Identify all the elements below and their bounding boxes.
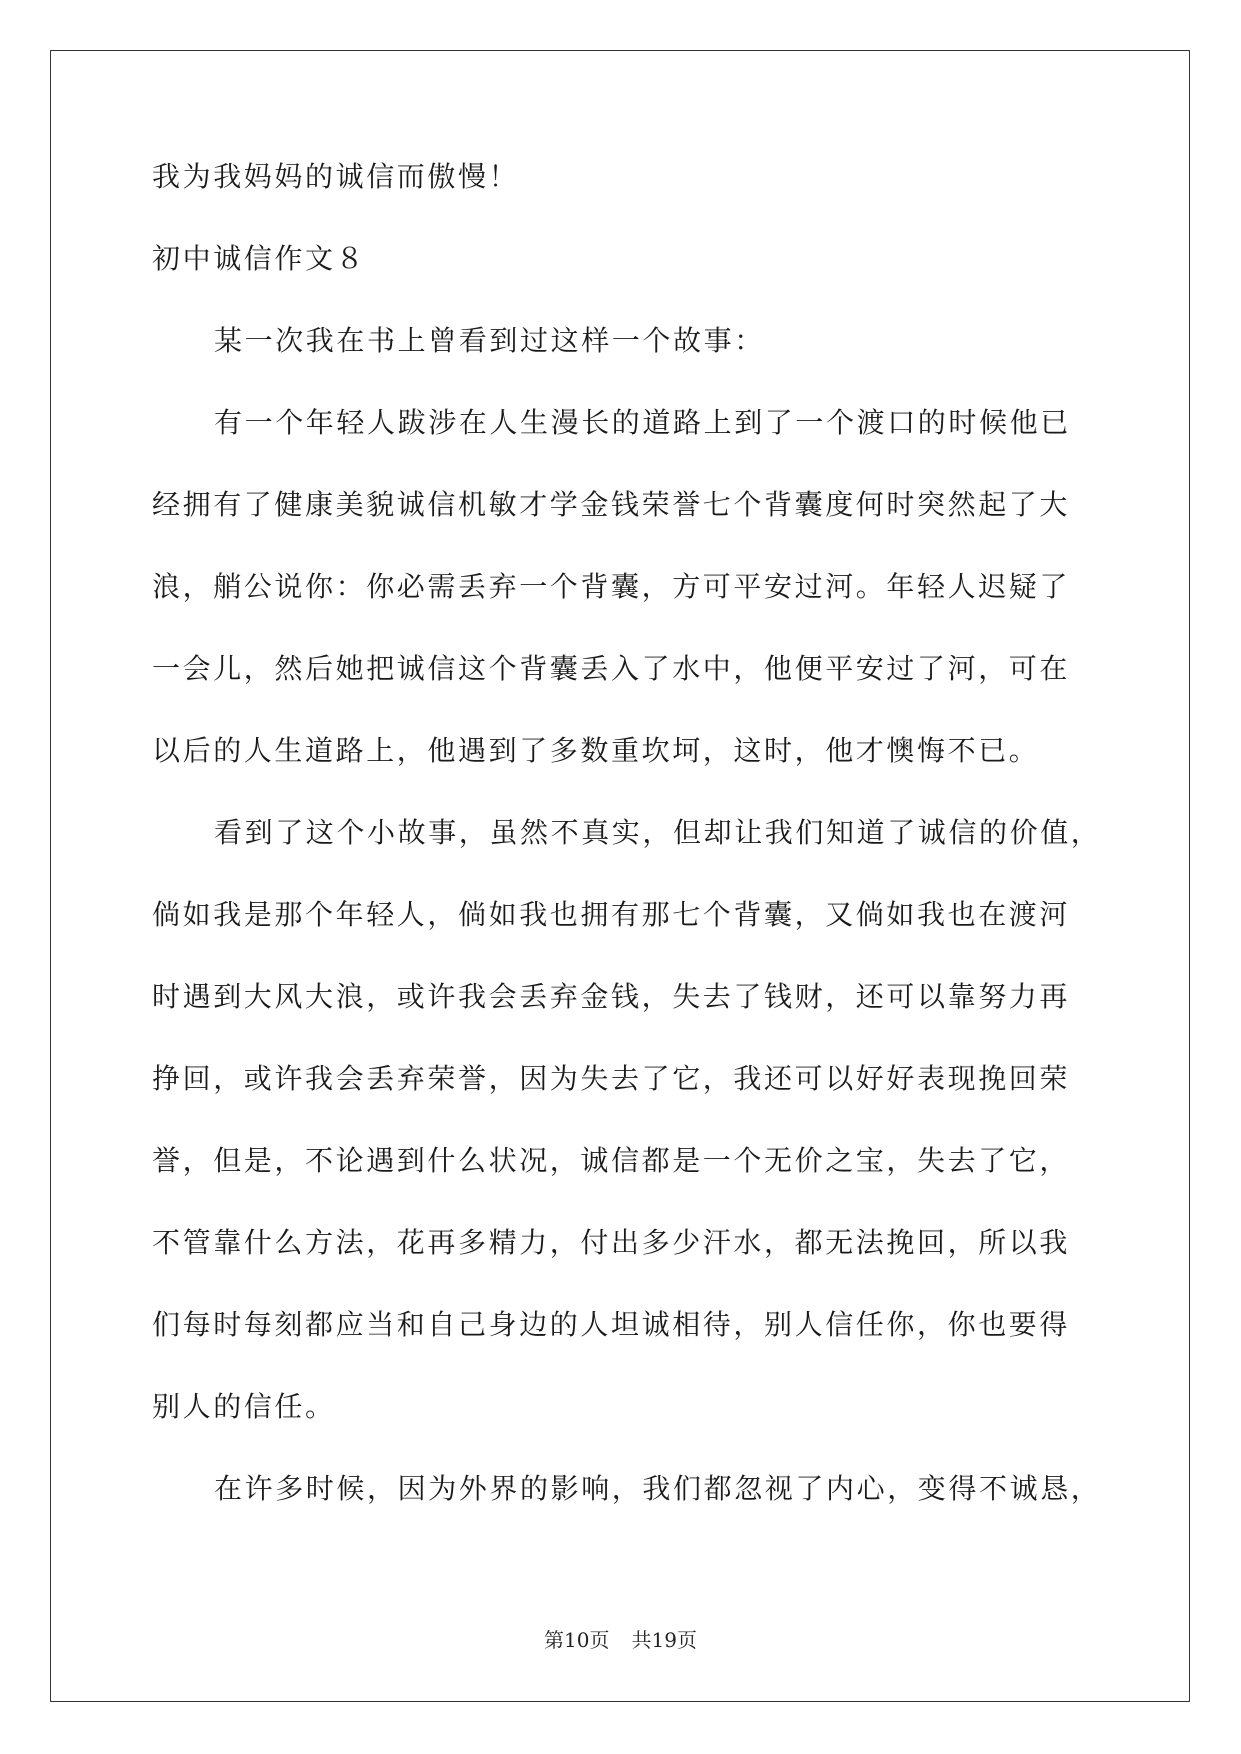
text-line: 某一次我在书上曾看到过这样一个故事：: [214, 324, 765, 357]
text-line: 时遇到大风大浪，或许我会丢弃金钱，失去了钱财，还可以靠努力再: [152, 980, 1071, 1013]
text-line: 在许多时候，因为外界的影响，我们都忽视了内心，变得不诚恳，: [214, 1472, 1102, 1505]
text-line: 经拥有了健康美貌诚信机敏才学金钱荣誉七个背囊度何时突然起了大: [152, 488, 1071, 521]
text-line: 看到了这个小故事，虽然不真实，但却让我们知道了诚信的价值，: [214, 816, 1102, 849]
text-line: 我为我妈妈的诚信而傲慢！: [152, 160, 520, 193]
text-line: 别人的信任。: [152, 1390, 336, 1423]
section-heading: 初中诚信作文８: [152, 242, 367, 275]
text-line: 有一个年轻人跋涉在人生漫长的道路上到了一个渡口的时候他已: [214, 406, 1071, 439]
page-footer: [0, 1628, 1241, 1652]
page-total: 共19页: [631, 1628, 697, 1652]
text-line: 一会儿，然后她把诚信这个背囊丢入了水中，他便平安过了河，可在: [152, 652, 1071, 685]
text-line: 们每时每刻都应当和自己身边的人坦诚相待，别人信任你，你也要得: [152, 1308, 1071, 1341]
text-line: 不管靠什么方法，花再多精力，付出多少汗水，都无法挽回，所以我: [152, 1226, 1071, 1259]
text-line: 以后的人生道路上，他遇到了多数重坎坷，这时，他才懊悔不已。: [152, 734, 1040, 767]
text-line: 倘如我是那个年轻人，倘如我也拥有那七个背囊，又倘如我也在渡河: [152, 898, 1071, 931]
text-line: 挣回，或许我会丢弃荣誉，因为失去了它，我还可以好好表现挽回荣: [152, 1062, 1071, 1095]
page-border: [50, 50, 1190, 1702]
text-line: 誉，但是，不论遇到什么状况，诚信都是一个无价之宝，失去了它，: [152, 1144, 1071, 1177]
page-number: 第10页: [544, 1628, 610, 1652]
text-line: 浪，艄公说你：你必需丢弃一个背囊，方可平安过河。年轻人迟疑了: [152, 570, 1071, 603]
